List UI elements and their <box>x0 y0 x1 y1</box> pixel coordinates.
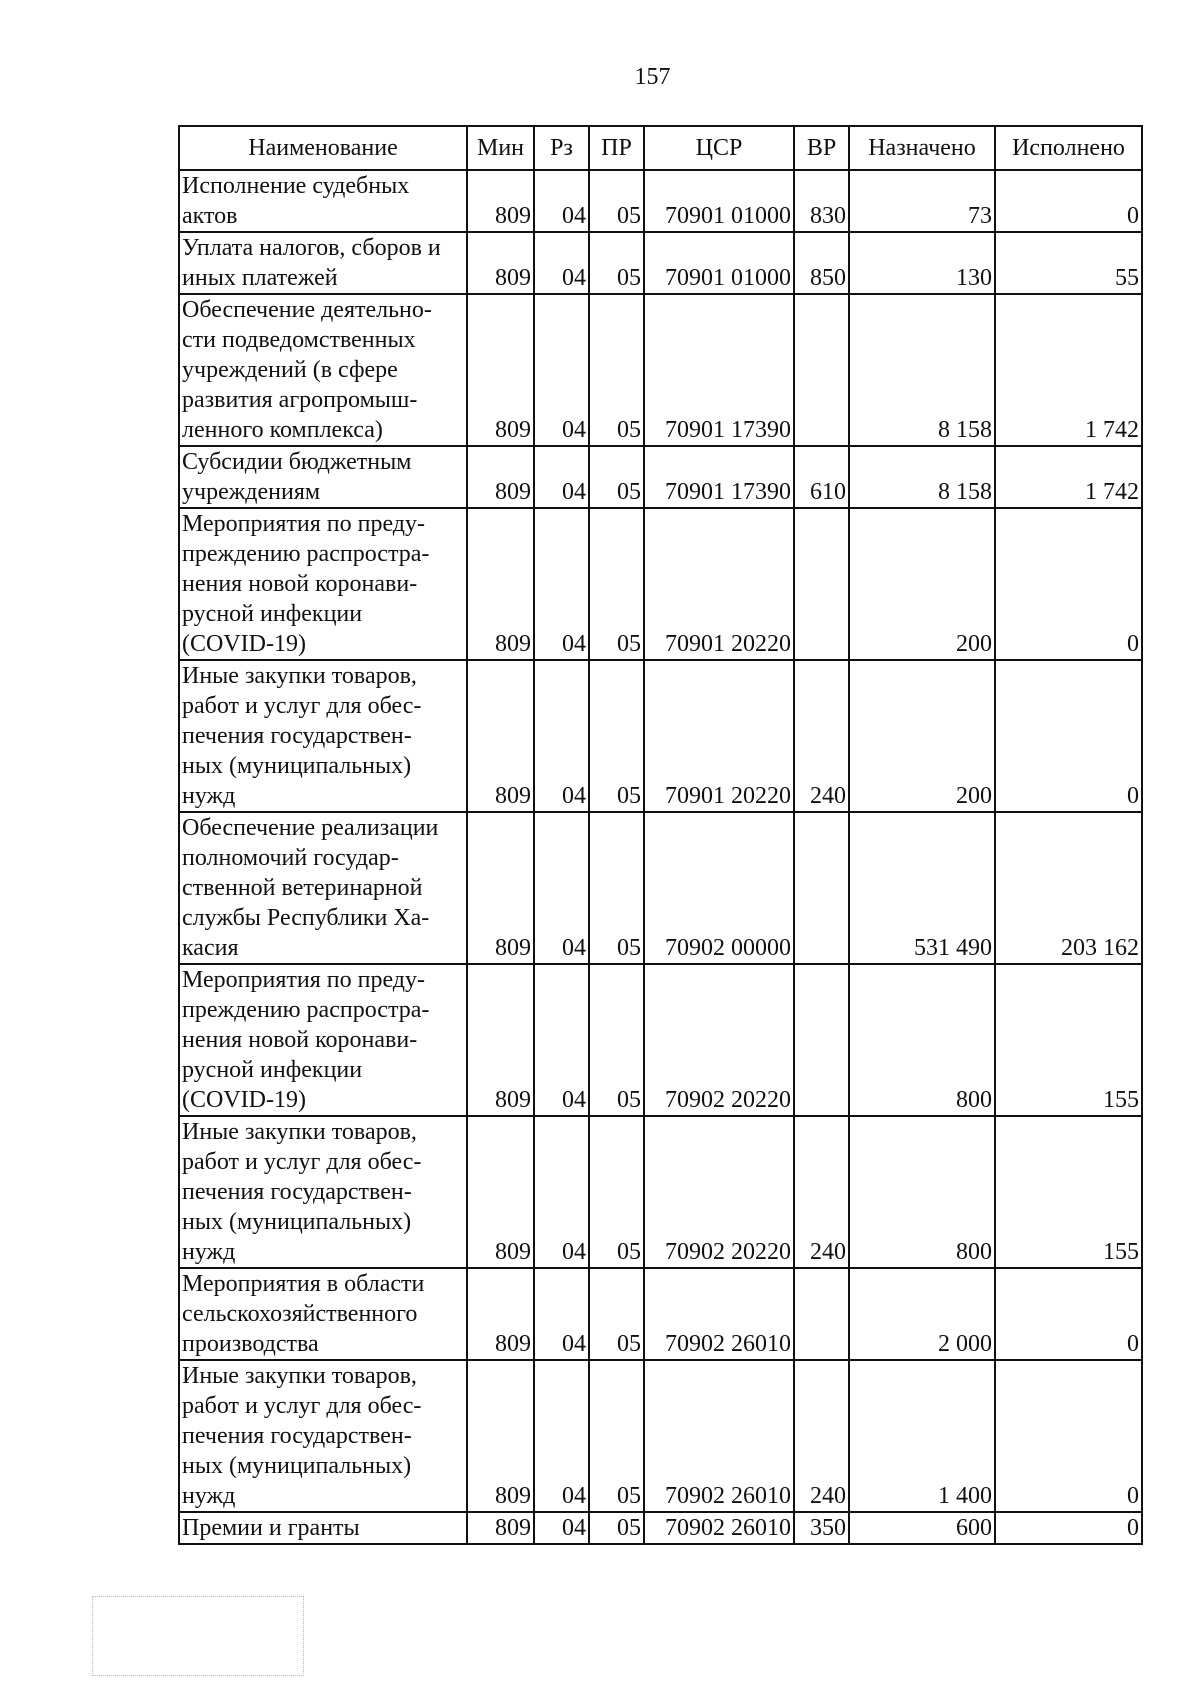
cell-pr: 05 <box>589 508 644 660</box>
cell-assigned: 8 158 <box>849 294 995 446</box>
cell-min: 809 <box>467 446 534 508</box>
cell-rz: 04 <box>534 508 589 660</box>
cell-rz: 04 <box>534 1512 589 1544</box>
cell-min: 809 <box>467 812 534 964</box>
cell-vr <box>794 1268 849 1360</box>
cell-vr: 850 <box>794 232 849 294</box>
cell-rz: 04 <box>534 1268 589 1360</box>
cell-rz: 04 <box>534 964 589 1116</box>
header-vr: ВР <box>794 126 849 170</box>
table-row <box>179 294 1142 446</box>
cell-csr: 70901 17390 <box>644 446 794 508</box>
table-row <box>179 812 1142 964</box>
table-row <box>179 1360 1142 1512</box>
cell-name: Обеспечение реализации полномочий государ- ственной ветеринарной службы Республики Ха- касия <box>179 812 467 964</box>
cell-rz: 04 <box>534 446 589 508</box>
cell-name: Иные закупки товаров, работ и услуг для обес- печения государствен- ных (муниципальных) нужд <box>179 1116 467 1268</box>
cell-pr: 05 <box>589 446 644 508</box>
cell-csr: 70902 26010 <box>644 1360 794 1512</box>
cell-executed: 0 <box>995 170 1142 232</box>
cell-csr: 70901 01000 <box>644 232 794 294</box>
cell-pr: 05 <box>589 1116 644 1268</box>
cell-vr: 610 <box>794 446 849 508</box>
cell-min: 809 <box>467 1116 534 1268</box>
cell-min: 809 <box>467 1268 534 1360</box>
cell-assigned: 8 158 <box>849 446 995 508</box>
cell-vr: 240 <box>794 1116 849 1268</box>
cell-rz: 04 <box>534 1360 589 1512</box>
cell-csr: 70901 20220 <box>644 508 794 660</box>
cell-assigned: 800 <box>849 964 995 1116</box>
header-min: Мин <box>467 126 534 170</box>
cell-assigned: 531 490 <box>849 812 995 964</box>
header-rz: Рз <box>534 126 589 170</box>
cell-name: Обеспечение деятельно- сти подведомственных учреждений (в сфере развития агропромыш- ленного комплекса) <box>179 294 467 446</box>
cell-csr: 70902 26010 <box>644 1512 794 1544</box>
cell-assigned: 200 <box>849 508 995 660</box>
cell-csr: 70902 20220 <box>644 1116 794 1268</box>
cell-executed: 0 <box>995 1360 1142 1512</box>
cell-vr: 830 <box>794 170 849 232</box>
table-row <box>179 964 1142 1116</box>
cell-min: 809 <box>467 170 534 232</box>
header-csr: ЦСР <box>644 126 794 170</box>
cell-min: 809 <box>467 1360 534 1512</box>
cell-rz: 04 <box>534 1116 589 1268</box>
cell-name: Иные закупки товаров, работ и услуг для обес- печения государствен- ных (муниципальных) нужд <box>179 660 467 812</box>
header-name: Наименование <box>179 126 467 170</box>
cell-vr <box>794 294 849 446</box>
cell-pr: 05 <box>589 964 644 1116</box>
table-header-row <box>179 126 1142 170</box>
cell-executed: 0 <box>995 660 1142 812</box>
page-number: 157 <box>634 64 671 90</box>
cell-name: Мероприятия по преду- преждению распростра- нения новой коронави- русной инфекции (COVID-19) <box>179 964 467 1116</box>
table-row <box>179 170 1142 232</box>
cell-assigned: 600 <box>849 1512 995 1544</box>
stamp-image <box>92 1596 304 1676</box>
cell-executed: 1 742 <box>995 294 1142 446</box>
cell-vr: 240 <box>794 1360 849 1512</box>
cell-assigned: 73 <box>849 170 995 232</box>
table-row <box>179 660 1142 812</box>
cell-executed: 0 <box>995 508 1142 660</box>
table-row <box>179 232 1142 294</box>
cell-assigned: 130 <box>849 232 995 294</box>
cell-min: 809 <box>467 660 534 812</box>
cell-assigned: 800 <box>849 1116 995 1268</box>
cell-min: 809 <box>467 1512 534 1544</box>
cell-pr: 05 <box>589 232 644 294</box>
cell-pr: 05 <box>589 294 644 446</box>
table-row <box>179 1268 1142 1360</box>
cell-name: Премии и гранты <box>179 1512 467 1544</box>
cell-name: Мероприятия в области сельскохозяйственного производства <box>179 1268 467 1360</box>
cell-pr: 05 <box>589 660 644 812</box>
cell-min: 809 <box>467 508 534 660</box>
cell-vr <box>794 964 849 1116</box>
header-pr: ПР <box>589 126 644 170</box>
cell-pr: 05 <box>589 1512 644 1544</box>
cell-vr <box>794 812 849 964</box>
cell-csr: 70902 20220 <box>644 964 794 1116</box>
cell-csr: 70902 00000 <box>644 812 794 964</box>
cell-name: Мероприятия по преду- преждению распростра- нения новой коронави- русной инфекции (COVID-19) <box>179 508 467 660</box>
cell-rz: 04 <box>534 812 589 964</box>
cell-executed: 0 <box>995 1268 1142 1360</box>
table-row <box>179 446 1142 508</box>
cell-vr: 240 <box>794 660 849 812</box>
cell-rz: 04 <box>534 294 589 446</box>
cell-rz: 04 <box>534 170 589 232</box>
table-body <box>179 170 1142 1544</box>
cell-min: 809 <box>467 232 534 294</box>
cell-csr: 70901 01000 <box>644 170 794 232</box>
cell-name: Исполнение судебных актов <box>179 170 467 232</box>
table-row <box>179 508 1142 660</box>
cell-pr: 05 <box>589 812 644 964</box>
table-row <box>179 1116 1142 1268</box>
cell-name: Иные закупки товаров, работ и услуг для обес- печения государствен- ных (муниципальных) нужд <box>179 1360 467 1512</box>
header-executed: Исполнено <box>995 126 1142 170</box>
cell-csr: 70901 17390 <box>644 294 794 446</box>
cell-assigned: 2 000 <box>849 1268 995 1360</box>
cell-assigned: 200 <box>849 660 995 812</box>
cell-rz: 04 <box>534 232 589 294</box>
header-assigned: Назначено <box>849 126 995 170</box>
cell-assigned: 1 400 <box>849 1360 995 1512</box>
cell-executed: 0 <box>995 1512 1142 1544</box>
cell-executed: 55 <box>995 232 1142 294</box>
cell-vr <box>794 508 849 660</box>
cell-executed: 155 <box>995 964 1142 1116</box>
cell-vr: 350 <box>794 1512 849 1544</box>
cell-csr: 70901 20220 <box>644 660 794 812</box>
cell-name: Субсидии бюджетным учреждениям <box>179 446 467 508</box>
cell-executed: 155 <box>995 1116 1142 1268</box>
table-row <box>179 1512 1142 1544</box>
cell-pr: 05 <box>589 1268 644 1360</box>
cell-rz: 04 <box>534 660 589 812</box>
cell-min: 809 <box>467 294 534 446</box>
budget-table <box>178 125 1143 1545</box>
cell-min: 809 <box>467 964 534 1116</box>
cell-csr: 70902 26010 <box>644 1268 794 1360</box>
cell-pr: 05 <box>589 170 644 232</box>
cell-executed: 203 162 <box>995 812 1142 964</box>
cell-name: Уплата налогов, сборов и иных платежей <box>179 232 467 294</box>
cell-pr: 05 <box>589 1360 644 1512</box>
cell-executed: 1 742 <box>995 446 1142 508</box>
